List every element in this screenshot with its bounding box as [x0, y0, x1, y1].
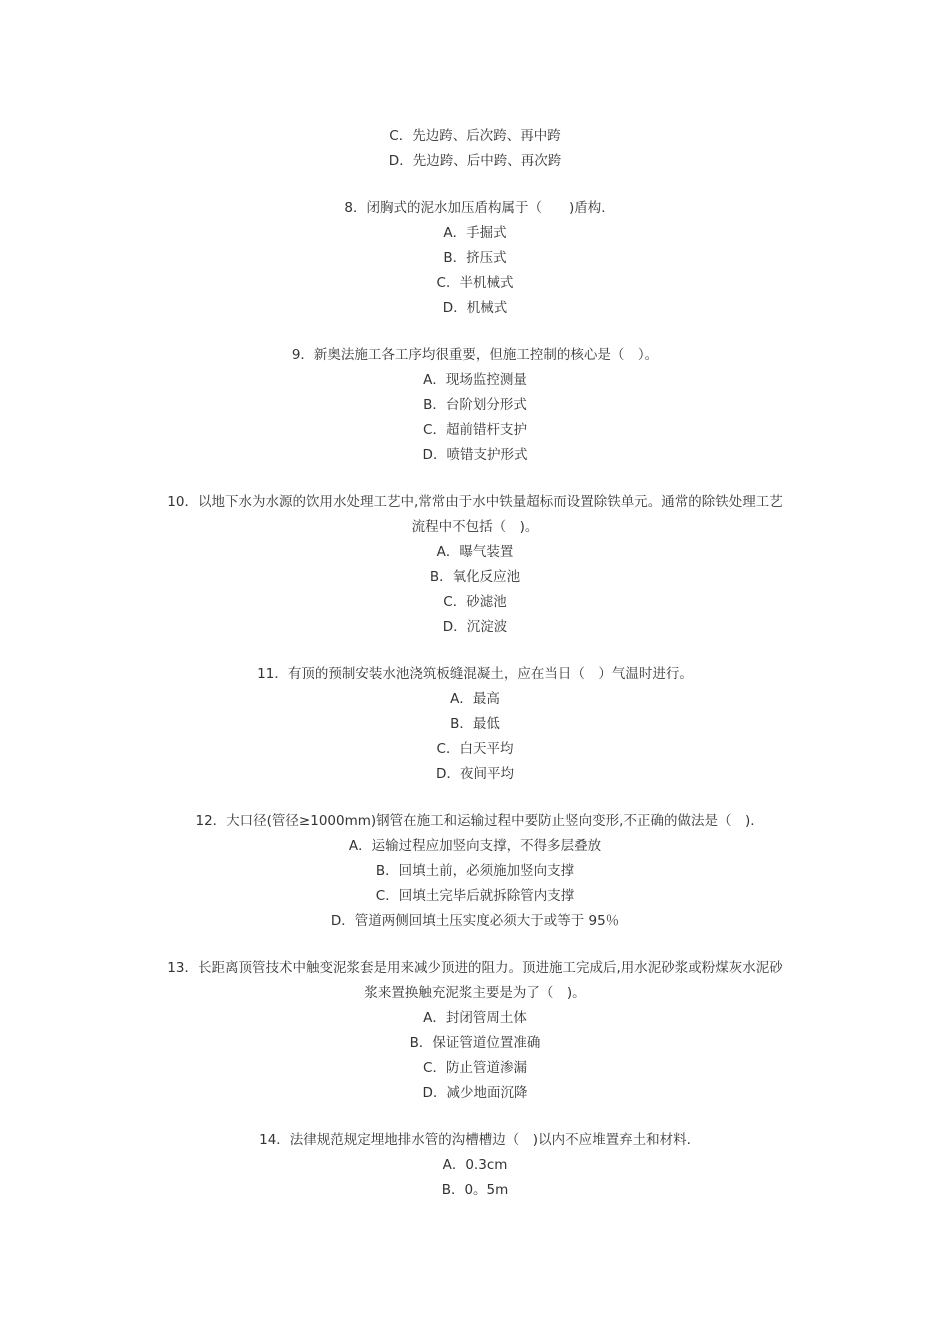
- answer-option: A．最高: [450, 691, 500, 707]
- question-block-q7-tail: [140, 124, 810, 174]
- question-stem: 浆来置换触充泥浆主要是为了（ )。: [364, 985, 586, 1001]
- answer-option: A．手掘式: [443, 225, 507, 241]
- answer-option: B．台阶划分形式: [423, 397, 527, 413]
- answer-option: D．夜间平均: [436, 766, 514, 782]
- answer-option: A．现场监控测量: [423, 372, 527, 388]
- answer-option: B．最低: [450, 716, 500, 732]
- answer-option: A．运输过程应加竖向支撑，不得多层叠放: [348, 838, 602, 854]
- question-stem: 14．法律规范规定埋地排水管的沟槽槽边（ )以内不应堆置弃土和材料.: [259, 1132, 691, 1148]
- answer-option: B．挤压式: [443, 250, 507, 266]
- answer-option: D．减少地面沉降: [422, 1085, 528, 1101]
- question-stem: 11．有顶的预制安装水池浇筑板缝混凝土，应在当日（ ）气温时进行。: [257, 666, 693, 682]
- answer-option: A．曝气装置: [436, 544, 514, 560]
- answer-option: B．回填土前，必须施加竖向支撑: [375, 863, 575, 879]
- answer-option: B．保证管道位置准确: [409, 1035, 541, 1051]
- answer-option: C．砂滤池: [443, 594, 507, 610]
- answer-option: B．0。5m: [441, 1182, 509, 1198]
- answer-option: C．白天平均: [436, 741, 514, 757]
- question-stem: 12．大口径(管径≥1000mm)钢管在施工和运输过程中要防止竖向变形,不正确的做法是（ ).: [195, 813, 755, 829]
- answer-option: C．半机械式: [436, 275, 514, 291]
- question-stem: 8．闭胸式的泥水加压盾构属于（ )盾构.: [344, 200, 606, 216]
- question-stem: 13．长距离顶管技术中触变泥浆套是用来减少顶进的阻力。顶进施工完成后,用水泥砂浆或粉煤灰水泥砂: [167, 960, 783, 976]
- answer-option: C．防止管道渗漏: [423, 1060, 527, 1076]
- answer-option: D．喷错支护形式: [422, 447, 528, 463]
- answer-option: C．回填土完毕后就拆除管内支撑: [375, 888, 575, 904]
- question-block-q10: [140, 490, 810, 640]
- question-block-q8: [140, 196, 810, 321]
- question-block-q11: [140, 662, 810, 787]
- question-list: [140, 124, 810, 1203]
- answer-option: A．0.3cm: [442, 1157, 508, 1173]
- answer-option: D．沉淀波: [442, 619, 508, 635]
- question-stem: 流程中不包括（ )。: [411, 519, 539, 535]
- answer-option: D．机械式: [442, 300, 508, 316]
- answer-option: D．管道两侧回填土压实度必须大于或等于 95％: [330, 913, 620, 929]
- question-block-q14: [140, 1128, 810, 1203]
- answer-option: C．先边跨、后次跨、再中跨: [389, 128, 561, 144]
- question-block-q12: [140, 809, 810, 934]
- answer-option: C．超前错杆支护: [423, 422, 527, 438]
- question-stem: 10．以地下水为水源的饮用水处理工艺中,常常由于水中铁量超标而设置除铁单元。通常的除铁处理工艺: [167, 494, 783, 510]
- answer-option: D．先边跨、后中跨、再次跨: [388, 153, 562, 169]
- answer-option: B．氧化反应池: [429, 569, 521, 585]
- question-block-q9: [140, 343, 810, 468]
- question-stem: 9．新奥法施工各工序均很重要，但施工控制的核心是（ ）。: [291, 347, 659, 363]
- question-block-q13: [140, 956, 810, 1106]
- answer-option: A．封闭管周土体: [423, 1010, 527, 1026]
